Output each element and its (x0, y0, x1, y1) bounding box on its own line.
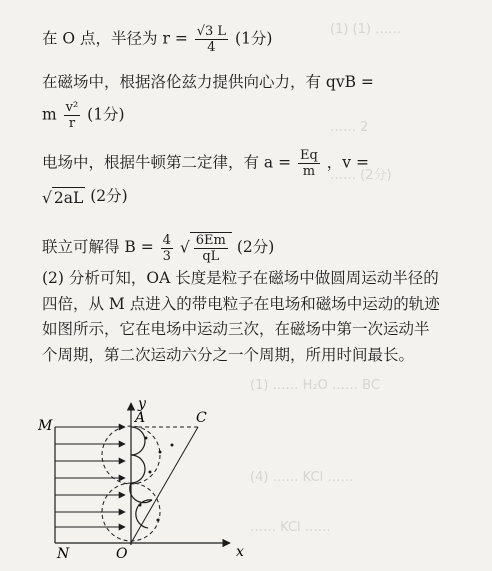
label-o: O (116, 546, 128, 562)
line-oc (131, 427, 198, 543)
radius-fraction (195, 24, 228, 55)
lorentz-text: 在磁场中，根据洛伦兹力提供向心力，有 qvB = (42, 73, 374, 91)
radius-denominator: 4 (207, 40, 216, 55)
lorentz-fraction (64, 100, 81, 131)
combine-line (42, 232, 274, 264)
combine-inner-fraction (194, 233, 228, 264)
combine-inner-denominator: qL (202, 249, 220, 264)
newton-denominator: m (302, 164, 316, 179)
label-n: N (57, 546, 70, 562)
lorentz-m: m (42, 105, 57, 124)
trajectory-arc-4 (136, 500, 152, 528)
newton-text: 电场中，根据牛顿第二定律，有 a = (42, 153, 292, 172)
newton-numerator: Eq (300, 148, 318, 163)
label-m: M (38, 418, 53, 434)
label-y: y (138, 396, 146, 412)
lorentz-line-2 (42, 100, 125, 131)
lorentz-line (42, 72, 374, 92)
radius-numerator: √3 L (196, 24, 227, 39)
label-a: A (135, 410, 146, 426)
bleed-text-6: …… KCl …… (250, 520, 331, 535)
trajectory-arc-1 (131, 427, 145, 455)
newton-fraction (298, 148, 320, 179)
bleed-text-1: (1) (1) …… (330, 22, 402, 37)
newton-v: ，v = (326, 153, 369, 172)
combine-denominator: 3 (162, 248, 171, 264)
lorentz-denominator: r (68, 116, 76, 131)
combine-numerator: 4 (162, 232, 171, 248)
electric-field-arrows (55, 427, 125, 527)
newton-radicand: 2aL (53, 188, 84, 207)
bleed-text-5: (4) …… KCl …… (250, 470, 354, 485)
dashed-circle-lower (102, 483, 160, 541)
field-dots (139, 437, 174, 522)
combine-inner-numerator: 6Em (195, 233, 226, 248)
combine-text: 联立可解得 B = (42, 238, 154, 256)
radius-line (42, 24, 272, 55)
lorentz-score: (1分) (87, 105, 125, 124)
bleed-text-3: …… (2分) (330, 168, 392, 183)
combine-sqrt: √ $\frac{6Em}{qL}$ (180, 232, 232, 264)
trajectory-arc-2 (131, 455, 145, 483)
radius-text: 在 O 点，半径为 r = (42, 29, 188, 48)
combine-radicand (190, 232, 232, 264)
newton-sqrt: √ 2aL (42, 188, 84, 207)
part2-paragraph: (2) 分析可知，OA 长度是粒子在磁场中做圆周运动半径的四倍，从 M 点进入的带电粒子在电场和磁场中运动的轨迹如图所示，它在电场中运动三次，在磁场中第一次运动半个周期，第二次运动六分之一个周期，所用时间最长。 (42, 269, 440, 364)
newton-score: (2分) (90, 187, 128, 205)
newton-line-2 (42, 186, 128, 208)
bleed-text-2: …… 2 (330, 120, 369, 135)
trajectory-arc-3 (130, 483, 152, 503)
radius-score: (1分) (235, 29, 273, 48)
combine-fraction (161, 233, 173, 264)
combine-score: (2分) (236, 238, 275, 256)
newton-line (42, 148, 369, 179)
label-c: C (196, 410, 207, 426)
dashed-circle-upper (102, 426, 160, 484)
lorentz-numerator: v² (65, 100, 79, 115)
bleed-text-4: (1) …… H₂O …… BC (250, 378, 380, 393)
label-x: x (236, 544, 244, 560)
